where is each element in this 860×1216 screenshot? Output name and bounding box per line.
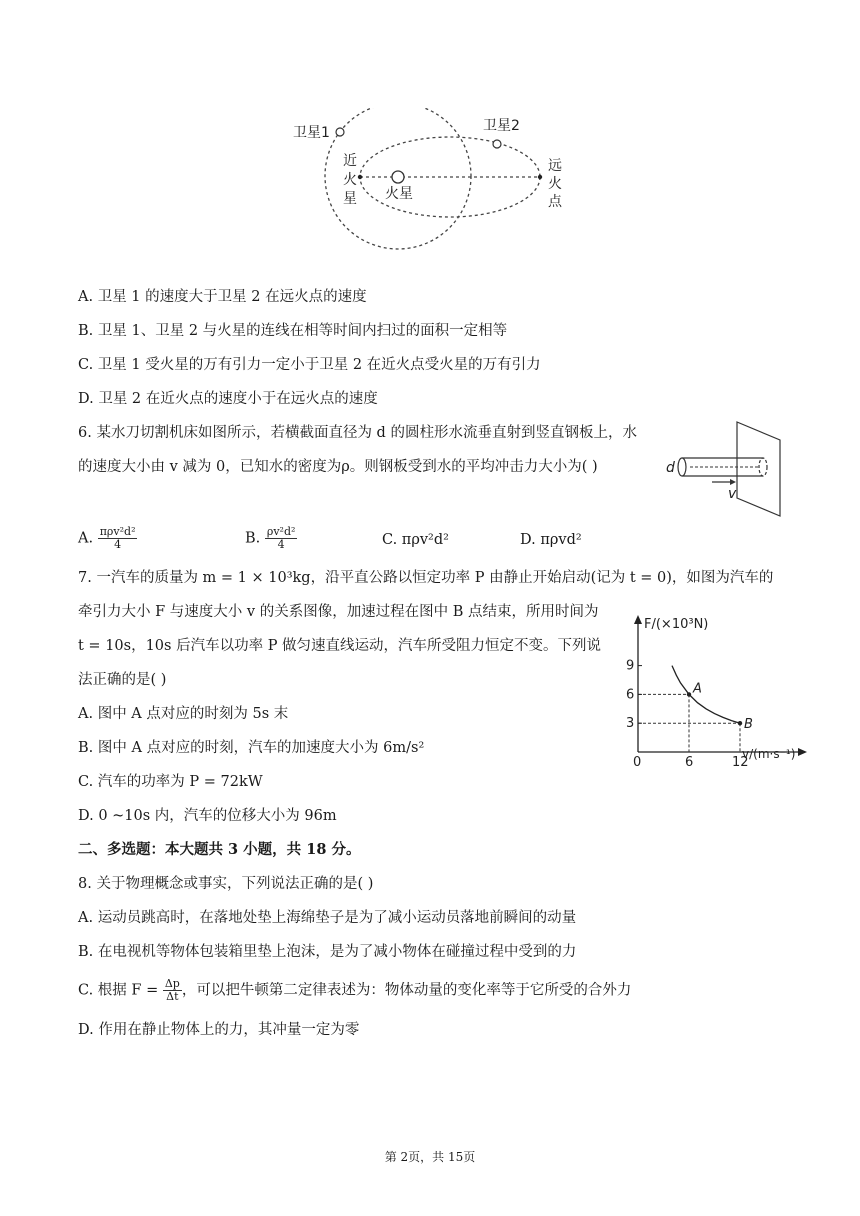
- q6-option-b-fraction: [265, 526, 298, 551]
- perihelion-point: [358, 175, 362, 179]
- water-jet-figure: [660, 418, 790, 518]
- q7-stem-line1: 7. 一汽车的质量为 m = 1 × 10³kg，沿平直公路以恒定功率 P 由静止开始启动(记为 t = 0)，如图为汽车的: [78, 570, 774, 586]
- q7-stem-line4: 法正确的是( ): [78, 672, 167, 688]
- y-axis-arrowhead: [634, 615, 642, 624]
- q6-option-a-fraction: [98, 526, 138, 551]
- q7-option-b: B. 图中 A 点对应的时刻，汽车的加速度大小为 6m/s²: [78, 740, 425, 756]
- mars-label: 火星: [385, 186, 413, 202]
- q8-option-c-denominator: Δt: [166, 990, 179, 1003]
- perihelion-label-2: 火: [343, 172, 357, 188]
- page-footer: 第 2页，共 15页: [384, 1150, 476, 1164]
- mars-body: [392, 171, 404, 183]
- q5-option-d: D. 卫星 2 在近火点的速度小于在远火点的速度: [78, 391, 378, 407]
- q7-option-a: A. 图中 A 点对应的时刻为 5s 末: [78, 706, 289, 722]
- q6-option-a: [78, 526, 137, 551]
- q6-option-a-prefix: A.: [78, 530, 94, 547]
- q5-option-a: A. 卫星 1 的速度大于卫星 2 在远火点的速度: [78, 289, 367, 305]
- aphelion-point: [538, 175, 542, 179]
- steel-plate: [737, 422, 780, 516]
- satellite2-dot: [493, 140, 501, 148]
- q7-stem-line3: t = 10s，10s 后汽车以功率 P 做匀速直线运动，汽车所受阻力恒定不变。下列说: [78, 638, 602, 654]
- q7-option-c: C. 汽车的功率为 P = 72kW: [78, 774, 263, 790]
- point-a: [687, 692, 691, 696]
- q6-stem-line1: 6. 某水刀切割机床如图所示，若横截面直径为 d 的圆柱形水流垂直射到竖直钢板上，水: [78, 425, 637, 441]
- diameter-label: d: [666, 460, 675, 476]
- velocity-arrowhead: [730, 479, 736, 485]
- point-b: [738, 721, 742, 725]
- q8-option-c-suffix: ，可以把牛顿第二定律表述为：物体动量的变化率等于它所受的合外力: [181, 982, 632, 999]
- point-a-label: A: [693, 681, 702, 697]
- section-heading: 二、多选题：本大题共 3 小题，共 18 分。: [78, 841, 361, 858]
- q6-option-c: C. πρv²d²: [382, 532, 449, 548]
- satellite1-dot: [336, 128, 344, 136]
- q5-option-c: C. 卫星 1 受火星的万有引力一定小于卫星 2 在近火点受火星的万有引力: [78, 357, 541, 373]
- y-tick-label: 6: [626, 687, 635, 703]
- q5-option-b: B. 卫星 1、卫星 2 与火星的连线在相等时间内扫过的面积一定相等: [78, 323, 508, 339]
- x-tick-label: 6: [685, 755, 694, 767]
- q8-stem: 8. 关于物理概念或事实，下列说法正确的是( ): [78, 876, 374, 892]
- origin-label: 0: [633, 755, 642, 767]
- q6-option-b: [245, 526, 297, 551]
- q8-option-d: D. 作用在静止物体上的力，其冲量一定为零: [78, 1022, 360, 1038]
- q6-option-b-denominator: 4: [277, 538, 285, 551]
- perihelion-label-1: 近: [343, 153, 357, 169]
- q6-option-a-denominator: 4: [114, 538, 122, 551]
- q6-option-d: D. πρvd²: [520, 532, 582, 548]
- point-b-label: B: [744, 717, 753, 733]
- q7-stem-line2: 牵引力大小 F 与速度大小 v 的关系图像，加速过程在图中 B 点结束，所用时间为: [78, 604, 599, 620]
- q8-option-a: A. 运动员跳高时，在落地处垫上海绵垫子是为了减小运动员落地前瞬间的动量: [78, 910, 577, 926]
- perihelion-label-3: 星: [343, 191, 357, 207]
- x-tick-label: 12: [732, 755, 749, 767]
- aphelion-label-2: 火: [548, 176, 562, 192]
- satellite2-label: 卫星2: [483, 118, 520, 134]
- q8-option-c-prefix: C. 根据 F =: [78, 982, 159, 999]
- f-v-curve: [672, 666, 740, 724]
- x-axis-arrowhead: [798, 748, 807, 756]
- y-tick-label: 3: [626, 716, 635, 732]
- q7-option-d: D. 0 ~10s 内，汽车的位移大小为 96m: [78, 808, 337, 824]
- y-tick-label: 9: [626, 658, 635, 674]
- jet-end-left: [678, 458, 686, 476]
- satellite1-label: 卫星1: [293, 125, 330, 141]
- aphelion-label-3: 点: [548, 194, 562, 210]
- q8-option-c-fraction: [163, 978, 182, 1003]
- q8-option-b: B. 在电视机等物体包装箱里垫上泡沫，是为了减小物体在碰撞过程中受到的力: [78, 944, 577, 960]
- chart-marks: [626, 659, 753, 767]
- y-axis-label: F/(×10³N): [644, 617, 709, 632]
- velocity-label: v: [728, 486, 737, 502]
- x-axis-label: v/(m·s⁻¹): [742, 747, 796, 761]
- q6-stem-line2: 的速度大小由 v 减为 0，已知水的密度为ρ。则钢板受到水的平均冲击力大小为( ): [78, 459, 598, 475]
- q6-option-b-numerator: ρv²d²: [266, 525, 296, 538]
- q8-option-c: [78, 978, 631, 1003]
- orbit-figure: [285, 108, 585, 268]
- q6-option-a-numerator: πρv²d²: [99, 525, 136, 538]
- force-velocity-chart: [620, 612, 820, 767]
- q8-option-c-numerator: Δp: [164, 977, 180, 990]
- q6-option-b-prefix: B.: [245, 530, 261, 547]
- aphelion-label-1: 远: [548, 158, 562, 174]
